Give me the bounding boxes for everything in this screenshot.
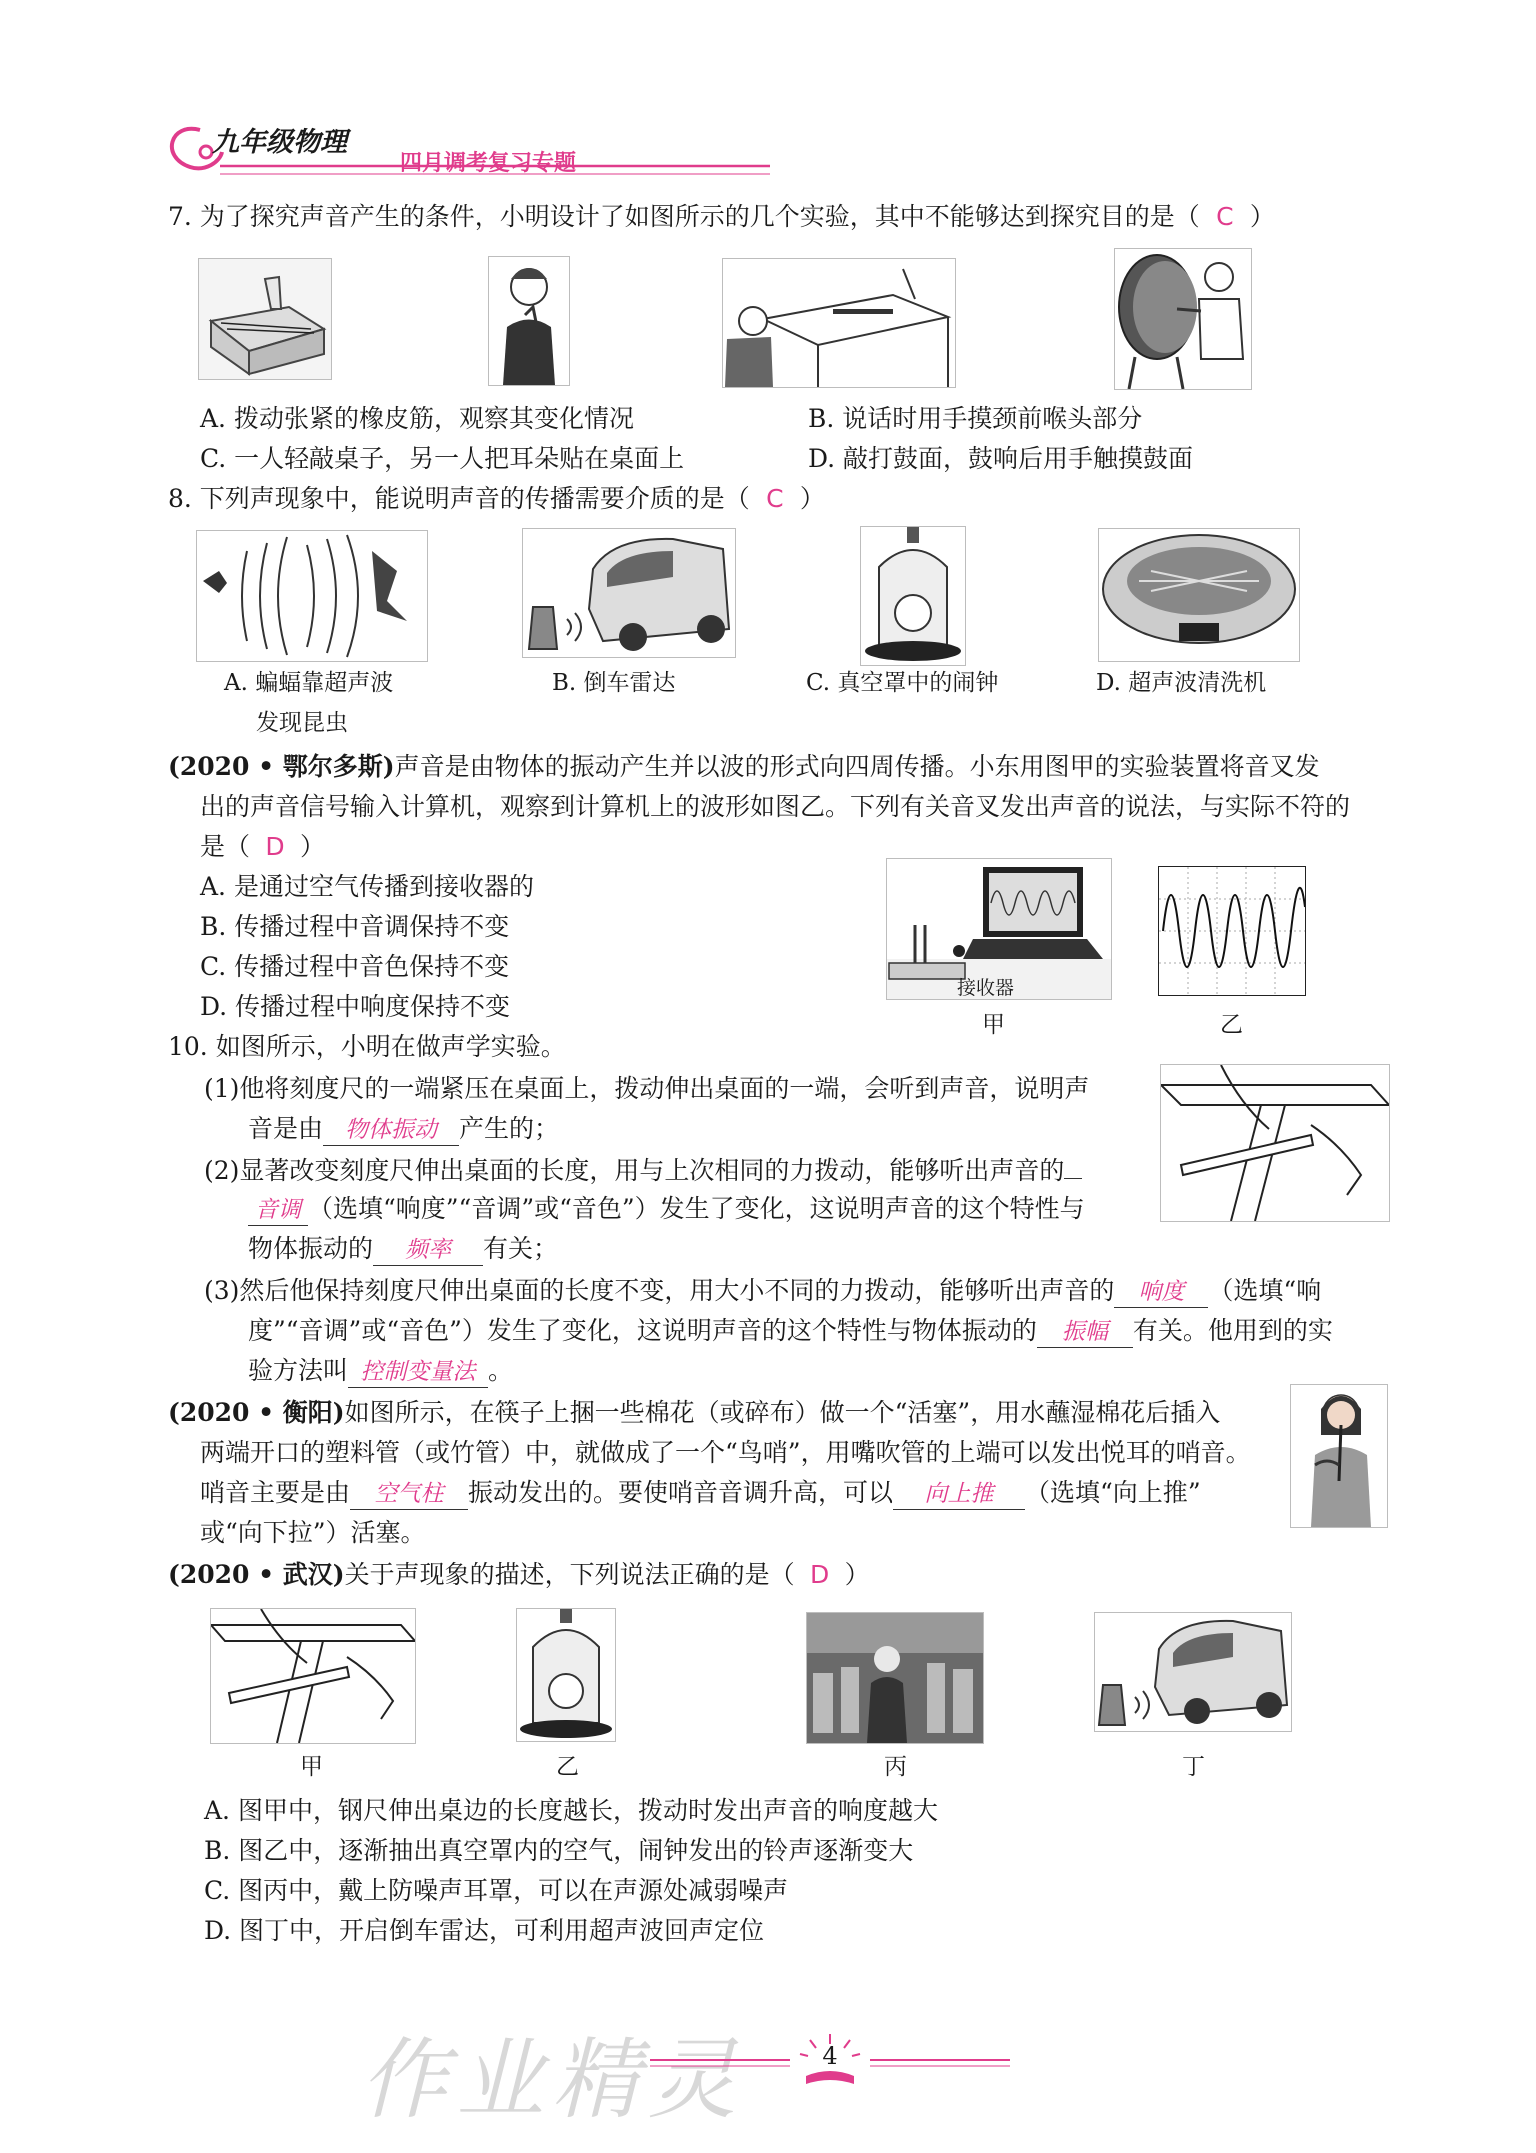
q9-source: (2020 • 鄂尔多斯)	[168, 752, 395, 781]
person-throat-icon	[489, 257, 569, 385]
q12-figure-ding-car	[1094, 1612, 1292, 1732]
q12-option-d: D. 图丁中，开启倒车雷达，可利用超声波回声定位	[204, 1916, 765, 1945]
q12-figure-jia-ruler	[210, 1608, 416, 1744]
q8-caption-b: B. 倒车雷达	[552, 670, 676, 696]
q8-stem: 8. 下列声现象中，能说明声音的传播需要介质的是（ C ）	[168, 482, 825, 516]
q11-blank-2: 向上推	[893, 1479, 1025, 1510]
q11-figure-whistle-girl	[1290, 1384, 1388, 1528]
q9-line-1: (2020 • 鄂尔多斯)声音是由物体的振动产生并以波的形式向四周传播。小东用图甲的实验装置将音叉发	[168, 752, 1320, 781]
q7-figure-drum	[1114, 248, 1252, 390]
q7-stem: 7. 为了探究声音产生的条件，小明设计了如图所示的几个实验，其中不能够达到探究目的是（ C ）	[168, 200, 1275, 234]
q12-stem: (2020 • 武汉)关于声现象的描述，下列说法正确的是（ D ）	[168, 1558, 870, 1592]
bell-jar-icon	[517, 1609, 615, 1741]
q10-blank-4: 响度	[1114, 1277, 1208, 1308]
watermark: 作业精灵	[360, 2028, 745, 2131]
q8-caption-c: C. 真空罩中的闹钟	[806, 670, 999, 696]
q11-source: (2020 • 衡阳)	[168, 1398, 345, 1427]
drum-icon	[1115, 249, 1251, 389]
q12-answer: D	[810, 1560, 830, 1589]
rubber-band-box-icon	[199, 259, 331, 379]
q10-blank-5: 振幅	[1037, 1317, 1133, 1348]
q7-option-c: C. 一人轻敲桌子，另一人把耳朵贴在桌面上	[200, 444, 685, 473]
q8-caption-a1: A. 蝙蝠靠超声波	[224, 670, 394, 696]
q12-option-c: C. 图丙中，戴上防噪声耳罩，可以在声源处减弱噪声	[204, 1876, 789, 1905]
q12-figure-bing-factory	[806, 1612, 984, 1744]
q9-option-b: B. 传播过程中音调保持不变	[200, 912, 510, 941]
q10-figure-ruler	[1160, 1064, 1390, 1222]
q8-figure-bell-jar	[860, 526, 966, 666]
ruler-table-icon	[211, 1609, 415, 1743]
q8-caption-a2: 发现昆虫	[256, 710, 348, 736]
q12-figure-yi-bell-jar	[516, 1608, 616, 1742]
q9-line-2: 出的声音信号输入计算机，观察到计算机上的波形如图乙。下列有关音叉发出声音的说法，与实际不符的	[200, 792, 1351, 821]
q10-p1-line1: (1)他将刻度尺的一端紧压在桌面上，拨动伸出桌面的一端，会听到声音，说明声	[204, 1074, 1090, 1103]
bell-jar-icon	[861, 527, 965, 665]
q7-answer: C	[1216, 202, 1234, 231]
q9-option-d: D. 传播过程中响度保持不变	[200, 992, 511, 1021]
factory-worker-icon	[807, 1613, 983, 1743]
q8-figure-reverse-radar	[522, 528, 736, 658]
q9-fig-jia-label: 甲	[982, 1012, 1005, 1038]
table-ear-icon	[723, 259, 955, 387]
q11-line-2: 两端开口的塑料管（或竹管）中，就做成了一个“鸟哨”，用嘴吹管的上端可以发出悦耳的哨音。	[200, 1438, 1251, 1467]
q10-blank-3: 频率	[373, 1235, 483, 1266]
q9-figure-jia	[886, 858, 1112, 1000]
q10-blank-1: 物体振动	[323, 1115, 459, 1146]
q10-blank-6: 控制变量法	[348, 1357, 488, 1388]
q8-caption-d: D. 超声波清洗机	[1096, 670, 1267, 696]
q7-option-b: B. 说话时用手摸颈前喉头部分	[808, 404, 1143, 433]
header-topic: 四月调考复习专题	[400, 151, 577, 176]
bat-waves-icon	[197, 531, 427, 661]
q10-p3-line1: (3)然后他保持刻度尺伸出桌面的长度不变，用大小不同的力拨动，能够听出声音的 响度 （选填“响	[204, 1274, 1321, 1308]
q10-stem: 10. 如图所示，小明在做声学实验。	[168, 1032, 566, 1061]
q12-option-b: B. 图乙中，逐渐抽出真空罩内的空气，闹钟发出的铃声逐渐变大	[204, 1836, 914, 1865]
q12-label-yi: 乙	[556, 1754, 579, 1780]
q9-option-c: C. 传播过程中音色保持不变	[200, 952, 510, 981]
q10-p3-line3: 验方法叫 控制变量法 。	[248, 1354, 513, 1388]
receiver-label: 接收器	[957, 977, 1015, 999]
q11-line-3: 哨音主要是由 空气柱 振动发出的。要使哨音音调升高，可以 向上推 （选填“向上推”	[200, 1476, 1201, 1510]
q12-label-ding: 丁	[1182, 1754, 1205, 1780]
q12-source: (2020 • 武汉)	[168, 1560, 345, 1589]
q9-figure-yi-waveform	[1158, 866, 1306, 996]
page-header	[160, 112, 780, 182]
ultrasonic-cleaner-icon	[1099, 529, 1299, 661]
q7-figure-throat	[488, 256, 570, 386]
footer-ornament	[630, 2030, 1030, 2090]
q11-line-4: 或“向下拉”）活塞。	[200, 1518, 426, 1547]
q8-figure-ultrasonic-cleaner	[1098, 528, 1300, 662]
page-number: 4	[822, 2042, 838, 2070]
q7-figure-rubber-band-box	[198, 258, 332, 380]
q10-blank-2: 音调	[248, 1195, 308, 1226]
girl-whistle-icon	[1291, 1385, 1387, 1527]
q12-label-jia: 甲	[300, 1754, 323, 1780]
q12-option-a: A. 图甲中，钢尺伸出桌边的长度越长，拨动时发出声音的响度越大	[204, 1796, 938, 1825]
q7-option-d: D. 敲打鼓面，鼓响后用手触摸鼓面	[808, 444, 1194, 473]
q11-line-1: (2020 • 衡阳)如图所示，在筷子上捆一些棉花（或碎布）做一个“活塞”，用水蘸湿棉花后插入	[168, 1398, 1221, 1427]
q7-option-a: A. 拨动张紧的橡皮筋，观察其变化情况	[200, 404, 634, 433]
ruler-table-icon	[1161, 1065, 1389, 1221]
q10-p2-line1: (2)显著改变刻度尺伸出桌面的长度，用与上次相同的力拨动，能够听出声音的	[204, 1152, 1082, 1188]
waveform-icon	[1159, 867, 1305, 995]
q8-answer: C	[766, 484, 784, 513]
q11-blank-1: 空气柱	[350, 1479, 468, 1510]
q12-label-bing: 丙	[884, 1754, 907, 1780]
car-radar-icon	[1095, 1613, 1291, 1731]
header-subject: 九年级物理	[212, 127, 347, 158]
car-radar-icon	[523, 529, 735, 657]
q7-figure-table-ear	[722, 258, 956, 388]
q9-option-a: A. 是通过空气传播到接收器的	[200, 872, 534, 901]
q10-p1-line2: 音是由 物体振动 产生的；	[248, 1112, 559, 1146]
q10-p3-line2: 度”“音调”或“音色”）发生了变化，这说明声音的这个特性与物体振动的 振幅 有关。他用到的实	[248, 1314, 1333, 1348]
q10-p2-line3: 物体振动的 频率 有关；	[248, 1232, 558, 1266]
q9-fig-yi-label: 乙	[1220, 1012, 1243, 1038]
q9-answer: D	[265, 832, 285, 861]
q9-line-3: 是（ D ）	[200, 830, 325, 864]
q8-figure-bat	[196, 530, 428, 662]
q10-p2-line2: 音调 （选填“响度”“音调”或“音色”）发生了变化，这说明声音的这个特性与	[248, 1192, 1085, 1226]
